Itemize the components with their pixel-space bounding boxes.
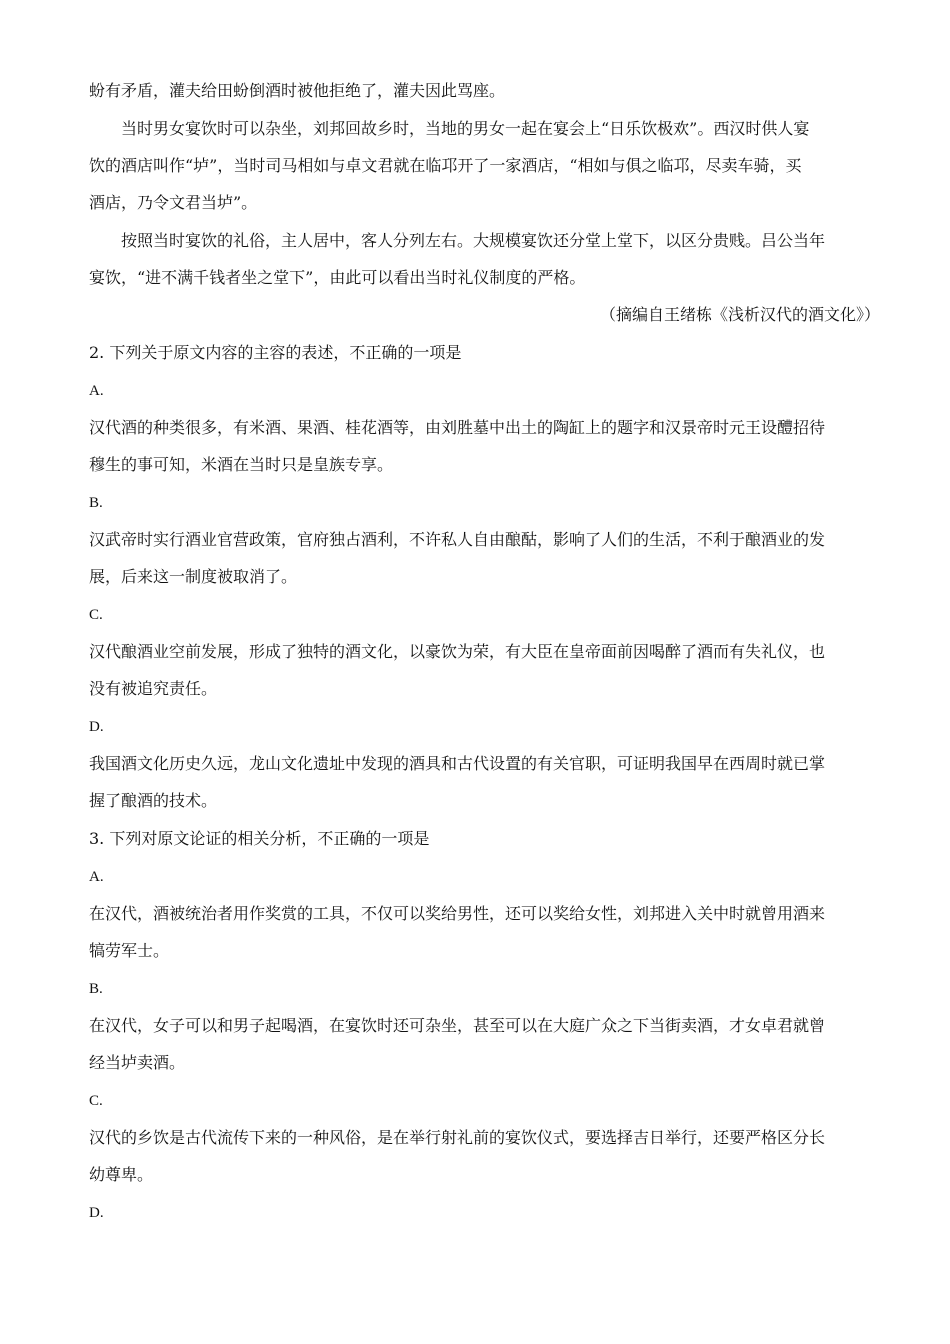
passage-line: 饮的酒店叫作“垆”，当时司马相如与卓文君就在临邛开了一家酒店，“相如与俱之临邛，尽卖车骑，买 [89, 156, 802, 175]
passage-line: 蚡有矛盾，灌夫给田蚡倒酒时被他拒绝了，灌夫因此骂座。 [89, 81, 506, 100]
question-2-stem: 2. 下列关于原文内容的主容的表述，不正确的一项是 [89, 343, 462, 362]
q2-option-c-label[interactable]: C. [89, 607, 103, 623]
q3-option-b-label[interactable]: B. [89, 981, 103, 997]
q3-option-a-label[interactable]: A. [89, 869, 104, 885]
q2-option-b-text: 展，后来这一制度被取消了。 [89, 567, 298, 586]
passage-line: 当时男女宴饮时可以杂坐，刘邦回故乡时，当地的男女一起在宴会上“日乐饮极欢”。西汉时供人宴 [121, 119, 810, 138]
q3-option-c-label[interactable]: C. [89, 1093, 103, 1109]
q2-option-a-text: 汉代酒的种类很多，有米酒、果酒、桂花酒等，由刘胜墓中出土的陶缸上的题字和汉景帝时元王设醴招待 [89, 418, 826, 437]
source-citation: （摘编自王绪栋《浅析汉代的酒文化》） [599, 305, 880, 324]
q3-option-a-text: 在汉代，酒被统治者用作奖赏的工具，不仅可以奖给男性，还可以奖给女性，刘邦进入关中时就曾用酒来 [89, 904, 826, 923]
passage-line: 酒店，乃令文君当垆”。 [89, 193, 258, 212]
q2-option-b-text: 汉武帝时实行酒业官营政策，官府独占酒利，不许私人自由酿酤，影响了人们的生活，不利于酿酒业的发 [89, 530, 826, 549]
q2-option-d-label[interactable]: D. [89, 719, 104, 735]
q2-option-c-text: 没有被追究责任。 [89, 679, 218, 698]
passage-line: 按照当时宴饮的礼俗，主人居中，客人分列左右。大规模宴饮还分堂上堂下，以区分贵贱。吕公当年 [121, 231, 826, 250]
q3-option-a-text: 犒劳军士。 [89, 941, 170, 960]
q3-option-b-text: 经当垆卖酒。 [89, 1053, 186, 1072]
q3-option-c-text: 幼尊卑。 [89, 1165, 154, 1184]
passage-line: 宴饮，“进不满千钱者坐之堂下”，由此可以看出当时礼仪制度的严格。 [89, 268, 586, 287]
q3-option-c-text: 汉代的乡饮是古代流传下来的一种风俗，是在举行射礼前的宴饮仪式，要选择吉日举行，还要严格区分长 [89, 1128, 826, 1147]
q2-option-c-text: 汉代酿酒业空前发展，形成了独特的酒文化，以豪饮为荣，有大臣在皇帝面前因喝醉了酒而有失礼仪，也 [89, 642, 826, 661]
q3-option-b-text: 在汉代，女子可以和男子起喝酒，在宴饮时还可杂坐，甚至可以在大庭广众之下当街卖酒，才女卓君就曾 [89, 1016, 826, 1035]
q3-option-d-label[interactable]: D. [89, 1205, 104, 1221]
question-3-stem: 3. 下列对原文论证的相关分析，不正确的一项是 [89, 829, 430, 848]
q2-option-d-text: 握了酿酒的技术。 [89, 791, 218, 810]
q2-option-b-label[interactable]: B. [89, 495, 103, 511]
q2-option-a-label[interactable]: A. [89, 383, 104, 399]
q2-option-a-text: 穆生的事可知，米酒在当时只是皇族专享。 [89, 455, 394, 474]
q2-option-d-text: 我国酒文化历史久远，龙山文化遗址中发现的酒具和古代设置的有关官职，可证明我国早在西周时就已掌 [89, 754, 826, 773]
